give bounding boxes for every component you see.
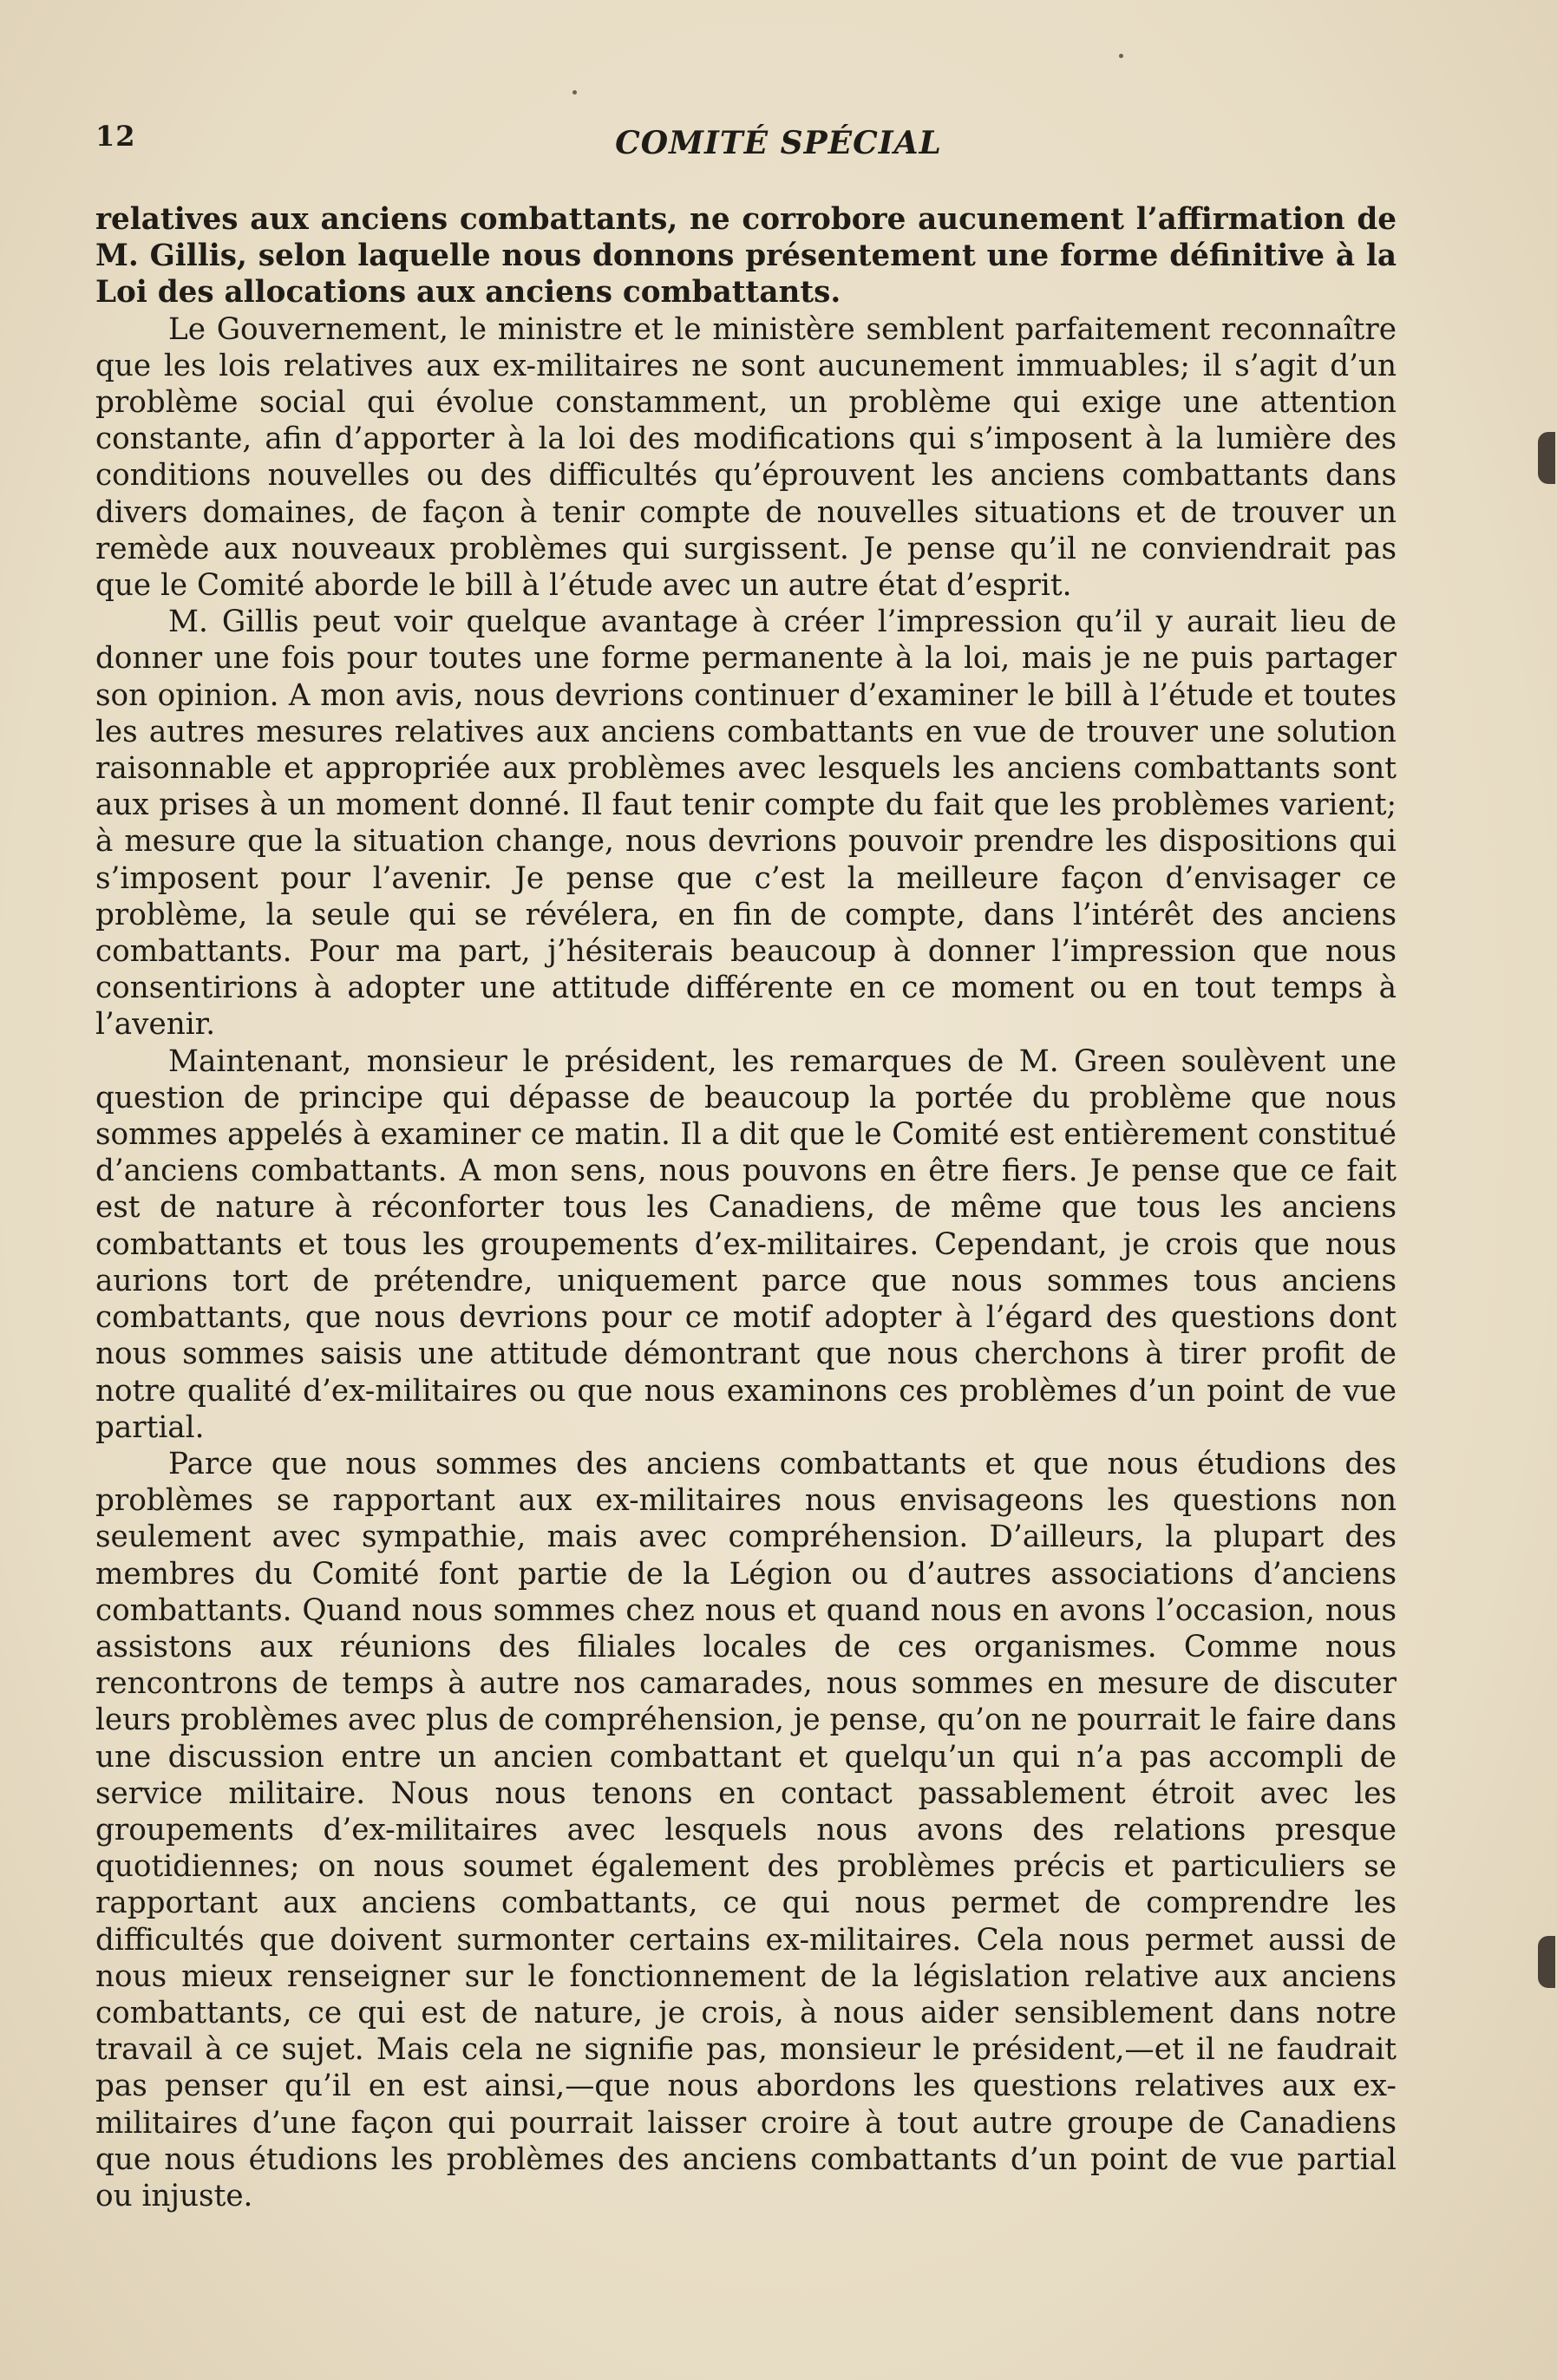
page-number: 12	[95, 120, 136, 153]
paper-speck	[1119, 54, 1123, 58]
binding-hole-mark	[1538, 1936, 1555, 1988]
paragraph-continuation: relatives aux anciens combattants, ne corrobore aucunement l’affirmation de M. Gillis, selon laquelle nous donnons présentement une forme définitive à la Loi des allocations aux anciens combattants.	[95, 202, 1397, 311]
paper-speck	[572, 90, 577, 95]
paragraph: Le Gouvernement, le ministre et le ministère semblent parfaitement reconnaître que les lois relatives aux ex-militaires ne sont aucunement immuables; il s’agit d’un problème social qui évolue constamment, un problème qui exige une attention constante, afin d’apporter à la loi des modifications qui s’imposent à la lumière des conditions nouvelles ou des difficultés qu’éprouvent les anciens combattants dans divers domaines, de façon à tenir compte de nouvelles situations et de trouver un remède aux nouveaux problèmes qui surgissent. Je pense qu’il ne conviendrait pas que le Comité aborde le bill à l’étude avec un autre état d’esprit.	[95, 311, 1397, 604]
paragraph: Parce que nous sommes des anciens combattants et que nous étudions des problèmes se rapportant aux ex-militaires nous envisageons les questions non seulement avec sympathie, mais avec compréhension. D’ailleurs, la plupart des membres du Comité font partie de la Légion ou d’autres associations d’anciens combattants. Quand nous sommes chez nous et quand nous en avons l’occasion, nous assistons aux réunions des filiales locales de ces organismes. Comme nous rencontrons de temps à autre nos camarades, nous sommes en mesure de discuter leurs problèmes avec plus de compréhension, je pense, qu’on ne pourrait le faire dans une discussion entre un ancien combattant et quelqu’un qui n’a pas accompli de service militaire. Nous nous tenons en contact passablement étroit avec les groupements d’ex-militaires avec lesquels nous avons des relations presque quotidiennes; on nous soumet également des problèmes précis et particuliers se rapportant aux anciens combattants, ce qui nous permet de comprendre les difficultés que doivent surmonter certains ex-militaires. Cela nous permet aussi de nous mieux renseigner sur le fonctionnement de la législation relative aux anciens combattants, ce qui est de nature, je crois, à nous aider sensiblement dans notre travail à ce sujet. Mais cela ne signifie pas, monsieur le président,—et il ne faudrait pas penser qu’il en est ainsi,—que nous abordons les questions relatives aux ex-militaires d’une façon qui pourrait laisser croire à tout autre groupe de Canadiens que nous étudions les problèmes des anciens combattants d’un point de vue partial ou injuste.	[95, 1446, 1397, 2213]
body-text	[95, 201, 1397, 2214]
binding-hole-mark	[1538, 432, 1555, 484]
paragraph: M. Gillis peut voir quelque avantage à créer l’impression qu’il y aurait lieu de donner une fois pour toutes une forme permanente à la loi, mais je ne puis partager son opinion. A mon avis, nous devrions continuer d’examiner le bill à l’étude et toutes les autres mesures relatives aux anciens combattants en vue de trouver une solution raisonnable et appropriée aux problèmes avec lesquels les anciens combattants sont aux prises à un moment donné. Il faut tenir compte du fait que les problèmes varient; à mesure que la situation change, nous devrions pouvoir prendre les dispositions qui s’imposent pour l’avenir. Je pense que c’est la meilleure façon d’envisager ce problème, la seule qui se révélera, en fin de compte, dans l’intérêt des anciens combattants. Pour ma part, j’hésiterais beaucoup à donner l’impression que nous consentirions à adopter une attitude différente en ce moment ou en tout temps à l’avenir.	[95, 605, 1397, 1043]
running-title: COMITÉ SPÉCIAL	[615, 125, 942, 161]
paragraph: Maintenant, monsieur le président, les remarques de M. Green soulèvent une question de principe qui dépasse de beaucoup la portée du problème que nous sommes appelés à examiner ce matin. Il a dit que le Comité est entièrement constitué d’anciens combattants. A mon sens, nous pouvons en être fiers. Je pense que ce fait est de nature à réconforter tous les Canadiens, de même que tous les anciens combattants et tous les groupements d’ex-militaires. Cependant, je crois que nous aurions tort de prétendre, uniquement parce que nous sommes tous anciens combattants, que nous devrions pour ce motif adopter à l’égard des questions dont nous sommes saisis une attitude démontrant que nous cherchons à tirer profit de notre qualité d’ex-militaires ou que nous examinons ces problèmes d’un point de vue partial.	[95, 1043, 1397, 1445]
